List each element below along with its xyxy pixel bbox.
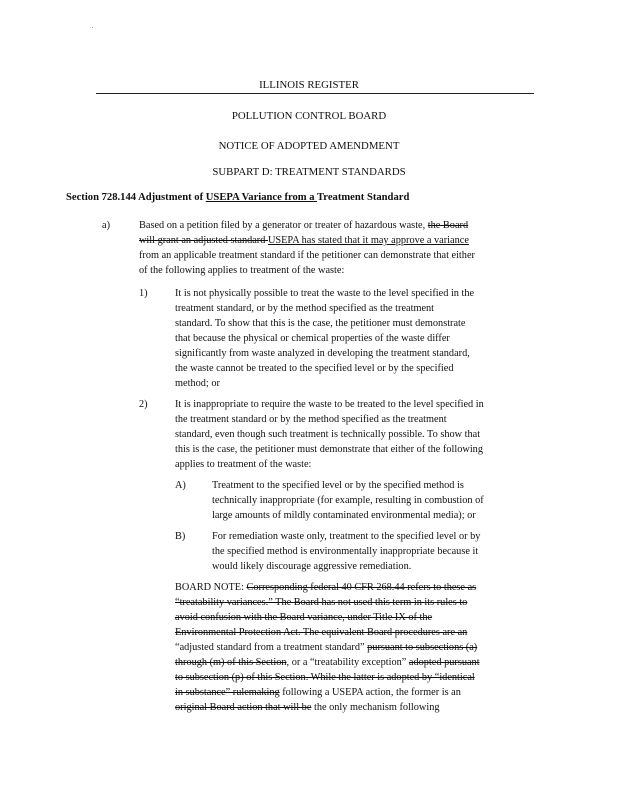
item-A-line: technically inappropriate (for example, resulting in combustion of <box>212 495 484 506</box>
board-note-text: “adjusted standard from a treatment standard” <box>175 642 368 653</box>
item-1-line: that because the physical or chemical properties of the waste differ <box>175 333 450 344</box>
item-B-line: the specified method is environmentally inappropriate because it <box>212 546 479 557</box>
board-title: POLLUTION CONTROL BOARD <box>231 110 387 122</box>
board-note-line-6 <box>175 655 480 670</box>
item-B-line: would likely discourage aggressive remediation. <box>212 561 412 572</box>
board-note-line-5 <box>175 640 477 655</box>
section-heading-suffix: Treatment Standard <box>317 192 410 203</box>
para-a-deleted-2: will grant an adjusted standard <box>139 235 268 246</box>
para-a-deleted: the Board <box>427 220 469 231</box>
item-1-line: treatment standard, or by the method specified as the treatment <box>175 303 435 314</box>
notice-title: NOTICE OF ADOPTED AMENDMENT <box>218 140 400 152</box>
board-note-label: BOARD NOTE: <box>175 582 247 593</box>
para-a-line-2 <box>139 233 469 248</box>
item-2-label: 2) <box>139 399 148 410</box>
item-2-line: It is inappropriate to require the waste to be treated to the level specified in <box>175 399 484 410</box>
board-note-text: , or a “treatability exception” <box>286 657 409 668</box>
item-1-line: It is not physically possible to treat the waste to the level specified in the <box>175 288 475 299</box>
item-1-line: standard. To show that this is the case, the petitioner must demonstrate <box>175 318 466 329</box>
para-a-inserted: USEPA has stated that it may approve a variance <box>267 235 469 246</box>
item-1-label: 1) <box>139 288 148 299</box>
board-note-deleted: pursuant to subsections (a) <box>367 642 478 653</box>
board-note-deleted: Environmental Protection Act. The equivalent Board procedures are an <box>175 627 468 638</box>
board-note-deleted: original Board action that will be <box>175 702 312 713</box>
register-title: ILLINOIS REGISTER <box>259 79 359 91</box>
board-note-text: following a USEPA action, the former is an <box>279 687 461 698</box>
board-note-line-7: to subsection (p) of this Section. While the latter is adopted by “identical <box>175 672 475 683</box>
para-a-label: a) <box>102 220 110 231</box>
header-rule <box>96 93 534 94</box>
item-2-line: applies to treatment of the waste: <box>175 459 312 470</box>
item-B-line: For remediation waste only, treatment to the specified level or by <box>212 531 481 542</box>
board-note-line-3 <box>175 610 432 625</box>
item-A-line: Treatment to the specified level or by the specified method is <box>212 480 464 491</box>
board-note-text: the only mechanism following <box>311 702 440 713</box>
subpart-title: SUBPART D: TREATMENT STANDARDS <box>212 166 406 178</box>
board-note-line-9 <box>175 700 440 715</box>
section-heading <box>66 190 409 205</box>
item-2-line: this is the case, the petitioner must demonstrate that either of the following <box>175 444 483 455</box>
item-A-label: A) <box>175 480 186 491</box>
board-note-line-8 <box>175 685 461 700</box>
item-2-line: standard, even though such treatment is technically possible. To show that <box>175 429 481 440</box>
para-a-text: Based on a petition filed by a generator or treater of hazardous waste, <box>139 220 428 231</box>
board-note-deleted: through (m) of this Section <box>175 657 287 668</box>
para-a-line-3: from an applicable treatment standard if the petitioner can demonstrate that either <box>139 250 475 261</box>
para-a-line-1 <box>139 218 468 233</box>
section-heading-prefix: Section 728.144 Adjustment of <box>66 192 206 203</box>
item-B-label: B) <box>175 531 186 542</box>
board-note-line-4 <box>175 625 467 640</box>
board-note-deleted: Corresponding federal 40 CFR 268.44 refers to these as <box>246 582 477 593</box>
board-note-deleted: avoid confusion with the Board variance, under Title IX of the <box>175 612 433 623</box>
section-heading-inserted: USEPA Variance from a <box>205 192 318 203</box>
item-A-line: large amounts of mildly contaminated environmental media); or <box>212 510 476 521</box>
item-1-line: the waste cannot be treated to the specified level or by the specified <box>175 363 454 374</box>
scan-speck <box>92 27 93 28</box>
para-a-line-4: of the following applies to treatment of the waste: <box>139 265 345 276</box>
board-note-line-1 <box>175 580 476 595</box>
item-1-line: method; or <box>175 378 220 389</box>
item-1-line: significantly from waste analyzed in developing the treatment standard, <box>175 348 470 359</box>
board-note-line-2: “treatability variances.” The Board has not used this term in its rules to <box>175 597 468 608</box>
board-note-deleted: adopted pursuant <box>408 657 480 668</box>
item-2-line: the treatment standard or by the method specified as the treatment <box>175 414 447 425</box>
board-note-deleted: in substance” rulemaking <box>175 687 280 698</box>
